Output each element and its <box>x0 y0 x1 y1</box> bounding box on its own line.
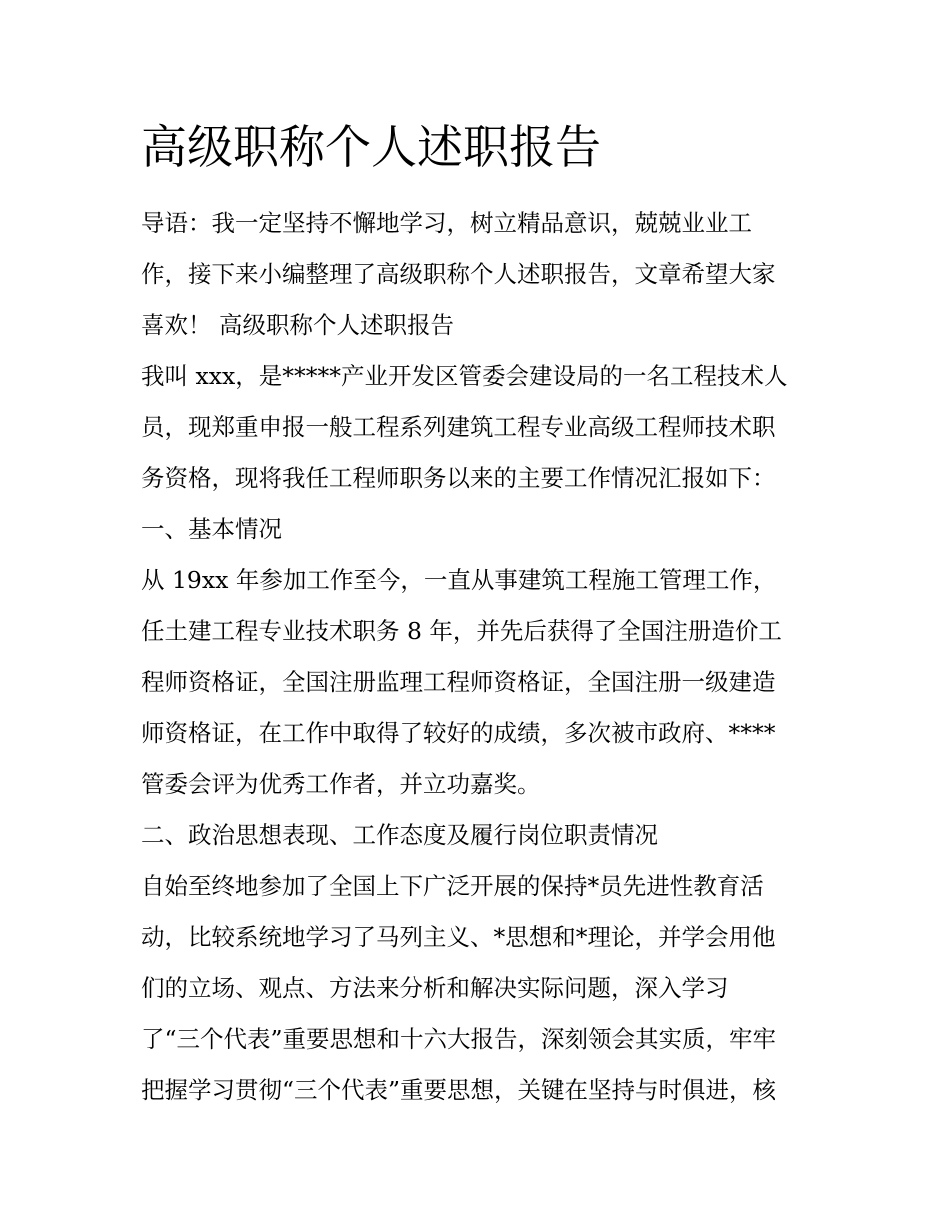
body-line: 自始至终地参加了全国上下广泛开展的保持*员先进性教育活 <box>141 872 764 900</box>
body-line: 了“三个代表”重要思想和十六大报告，深刻领会其实质，牢牢 <box>141 1025 777 1053</box>
body-line: 师资格证，在工作中取得了较好的成绩，多次被市政府、**** <box>141 719 776 747</box>
body-line: 把握学习贯彻“三个代表”重要思想，关键在坚持与时俱进，核 <box>141 1076 777 1104</box>
body-line: 任土建工程专业技术职务 8 年，并先后获得了全国注册造价工 <box>141 617 782 645</box>
body-line: 动，比较系统地学习了马列主义、*思想和*理论，并学会用他 <box>141 923 776 951</box>
document-title: 高级职称个人述职报告 <box>141 120 601 174</box>
body-line: 程师资格证，全国注册监理工程师资格证，全国注册一级建造 <box>141 668 776 696</box>
body-line: 我叫 xxx，是*****产业开发区管委会建设局的一名工程技术人 <box>141 362 788 390</box>
body-line: 员，现郑重申报一般工程系列建筑工程专业高级工程师技术职 <box>141 413 776 441</box>
body-line: 喜欢！ 高级职称个人述职报告 <box>141 311 454 339</box>
body-line: 们的立场、观点、方法来分析和解决实际问题，深入学习 <box>141 974 729 1002</box>
body-line: 管委会评为优秀工作者，并立功嘉奖。 <box>141 770 541 798</box>
body-line: 务资格，现将我任工程师职务以来的主要工作情况汇报如下： <box>141 464 776 492</box>
body-line: 作，接下来小编整理了高级职称个人述职报告，文章希望大家 <box>141 260 776 288</box>
body-line: 从 19xx 年参加工作至今，一直从事建筑工程施工管理工作， <box>141 566 777 594</box>
section-heading: 一、基本情况 <box>141 515 282 543</box>
document-body <box>141 198 813 1116</box>
body-line: 导语：我一定坚持不懈地学习，树立精品意识，兢兢业业工 <box>141 209 752 237</box>
section-heading: 二、政治思想表现、工作态度及履行岗位职责情况 <box>141 821 658 849</box>
